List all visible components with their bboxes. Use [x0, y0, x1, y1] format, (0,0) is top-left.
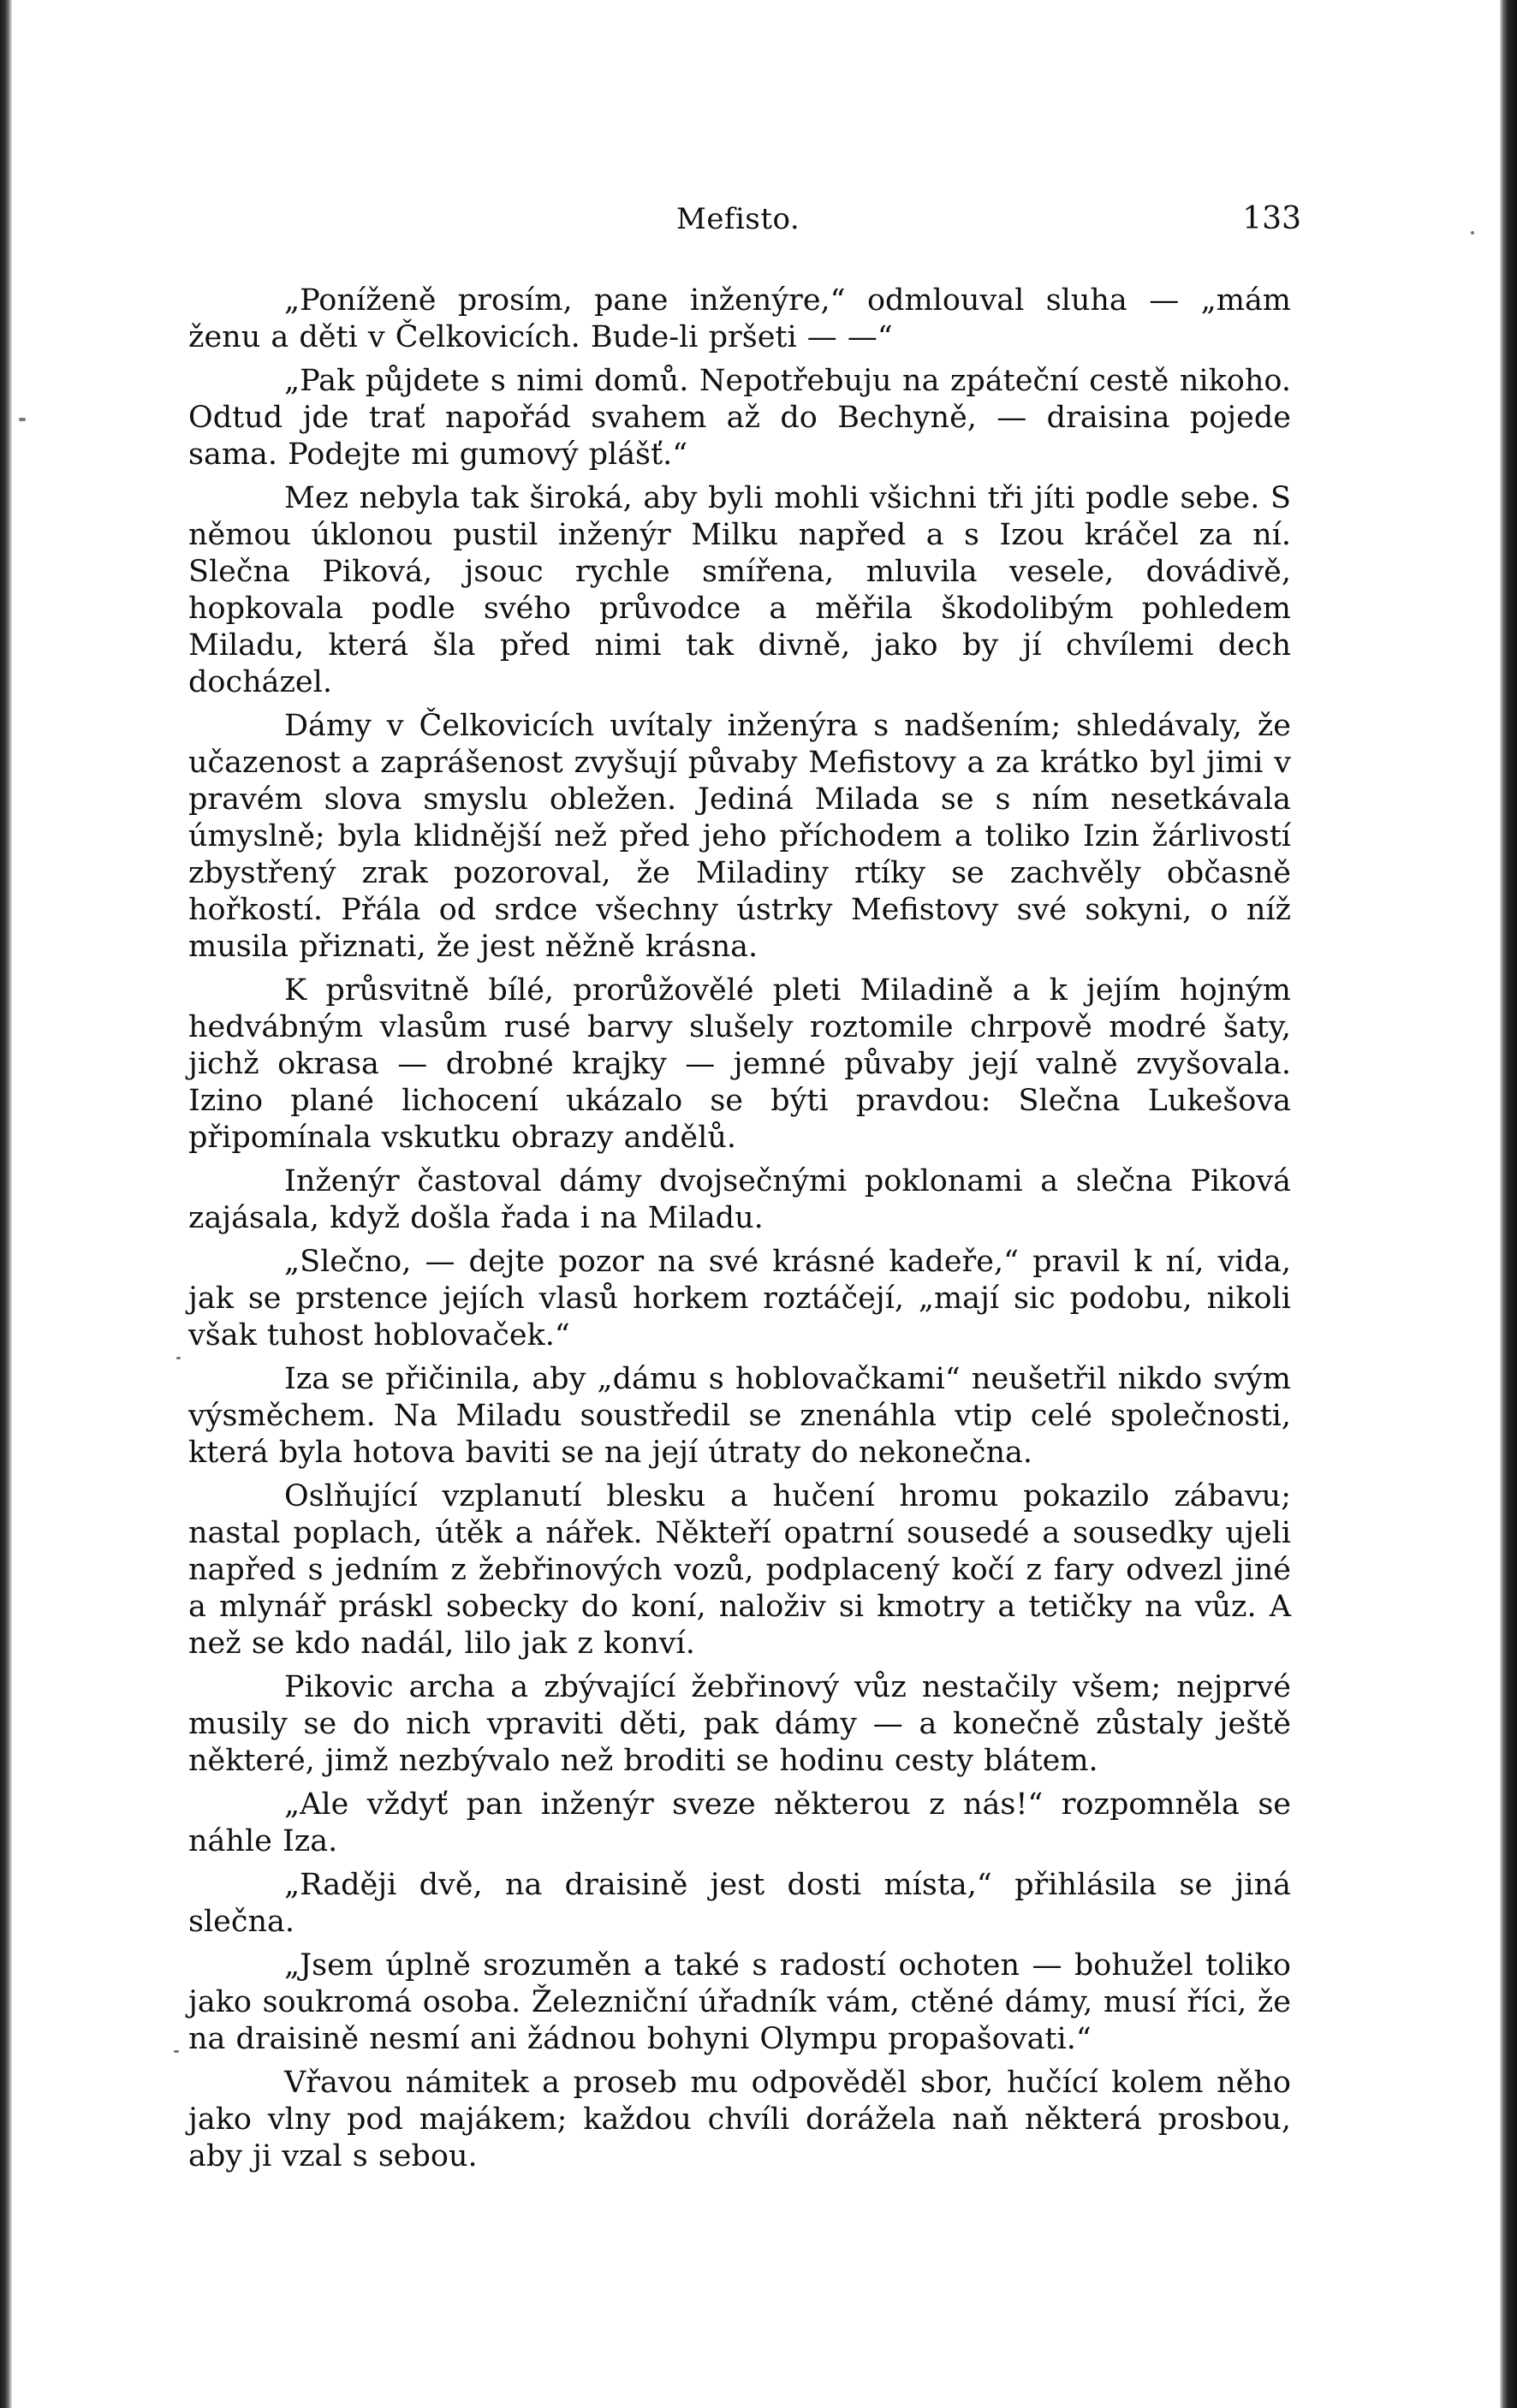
scan-speck [1471, 231, 1474, 235]
paragraph-9: Oslňující vzplanutí blesku a hučení hromu pokazilo zábavu; nastal poplach, útěk a nářek. Někteří opatrní sousedé a sousedky ujeli napřed s jedním z žebřinových vozů, podplacený kočí z fary odvezl jiné a mlynář práskl sobecky do koní, naloživ si kmotry a tetičky na vůz. A než se kdo nadál, lilo jak z konví. [188, 1479, 1291, 1661]
paragraph-6: Inženýr častoval dámy dvojsečnými poklonami a slečna Piková zajásala, když došla řada i na Miladu. [188, 1164, 1291, 1235]
paragraph-11: „Ale vždyť pan inženýr sveze některou z nás!“ rozpomněla se náhle Iza. [188, 1787, 1291, 1858]
paragraph-1: „Poníženě prosím, pane inženýre,“ odmlouval sluha — „mám ženu a děti v Čelkovicích. Bude-li pršeti — —“ [188, 283, 1291, 354]
running-head: Mefisto. [676, 202, 800, 236]
paragraph-10: Pikovic archa a zbývající žebřinový vůz nestačily všem; nejprvé musily se do nich vpraviti děti, pak dámy — a konečně zůstaly ještě některé, jimž nezbývalo než broditi se hodinu cesty blátem. [188, 1670, 1291, 1778]
body-text [188, 282, 1291, 2182]
paragraph-4: Dámy v Čelkovicích uvítaly inženýra s nadšením; shledávaly, že učazenost a zaprášenost zvyšují půvaby Mefistovy a za krátko byl jimi v pravém slova smyslu obležen. Jediná Milada se s ním nesetkávala úmyslně; byla klidnější než před jeho příchodem a toliko Izin žárlivostí zbystřený zrak pozoroval, že Miladiny rtíky se zachvěly občasně hořkostí. Přála od srdce všechny ústrky Mefistovy své sokyni, o níž musila přiznati, že jest něžně krásna. [188, 709, 1291, 964]
paragraph-5: K průsvitně bílé, prorůžovělé pleti Miladině a k jejím hojným hedvábným vlasům rusé barvy slušely roztomile chrpově modré šaty, jichž okrasa — drobné krajky — jemné půvaby její valně zvyšovala. Izino plané lichocení ukázalo se býti pravdou: Slečna Lukešova připomínala vskutku obrazy andělů. [188, 973, 1291, 1155]
paragraph-7: „Slečno, — dejte pozor na své krásné kadeře,“ pravil k ní, vida, jak se prstence jejích vlasů horkem roztáčejí, „mají sic podobu, nikoli však tuhost hoblovaček.“ [188, 1245, 1291, 1353]
scan-speck [174, 2050, 179, 2053]
paragraph-14: Vřavou námitek a proseb mu odpověděl sbor, hučící kolem něho jako vlny pod majákem; každou chvíli dorážela naň některá prosbou, aby ji vzal s sebou. [188, 2066, 1291, 2173]
paragraph-2: „Pak půjdete s nimi domů. Nepotřebuju na zpáteční cestě nikoho. Odtud jde trať napořád svahem až do Bechyně, — draisina pojede sama. Podejte mi gumový plášť.“ [188, 364, 1291, 472]
page-number: 133 [1242, 201, 1301, 236]
paragraph-12: „Raději dvě, na draisině jest dosti místa,“ přihlásila se jiná slečna. [188, 1868, 1291, 1939]
paragraph-3: Mez nebyla tak široká, aby byli mohli všichni tři jíti podle sebe. S němou úklonou pustil inženýr Milku napřed a s Izou kráčel za ní. Slečna Piková, jsouc rychle smířena, mluvila vesele, dovádivě, hopkovala podle svého průvodce a měřila škodolibým pohledem Miladu, která šla před nimi tak divně, jako by jí chvílemi dech docházel. [188, 481, 1291, 699]
paragraph-13: „Jsem úplně srozuměn a také s radostí ochoten — bohužel toliko jako soukromá osoba. Železniční úřadník vám, ctěné dámy, musí říci, že na draisině nesmí ani žádnou bohyni Olympu propašovati.“ [188, 1948, 1291, 2056]
paragraph-8: Iza se přičinila, aby „dámu s hoblovačkami“ neušetřil nikdo svým výsměchem. Na Miladu soustředil se znenáhla vtip celé společnosti, která byla hotova baviti se na její útraty do nekonečna. [188, 1362, 1291, 1470]
scan-speck [19, 418, 26, 421]
scan-speck [176, 1357, 181, 1359]
